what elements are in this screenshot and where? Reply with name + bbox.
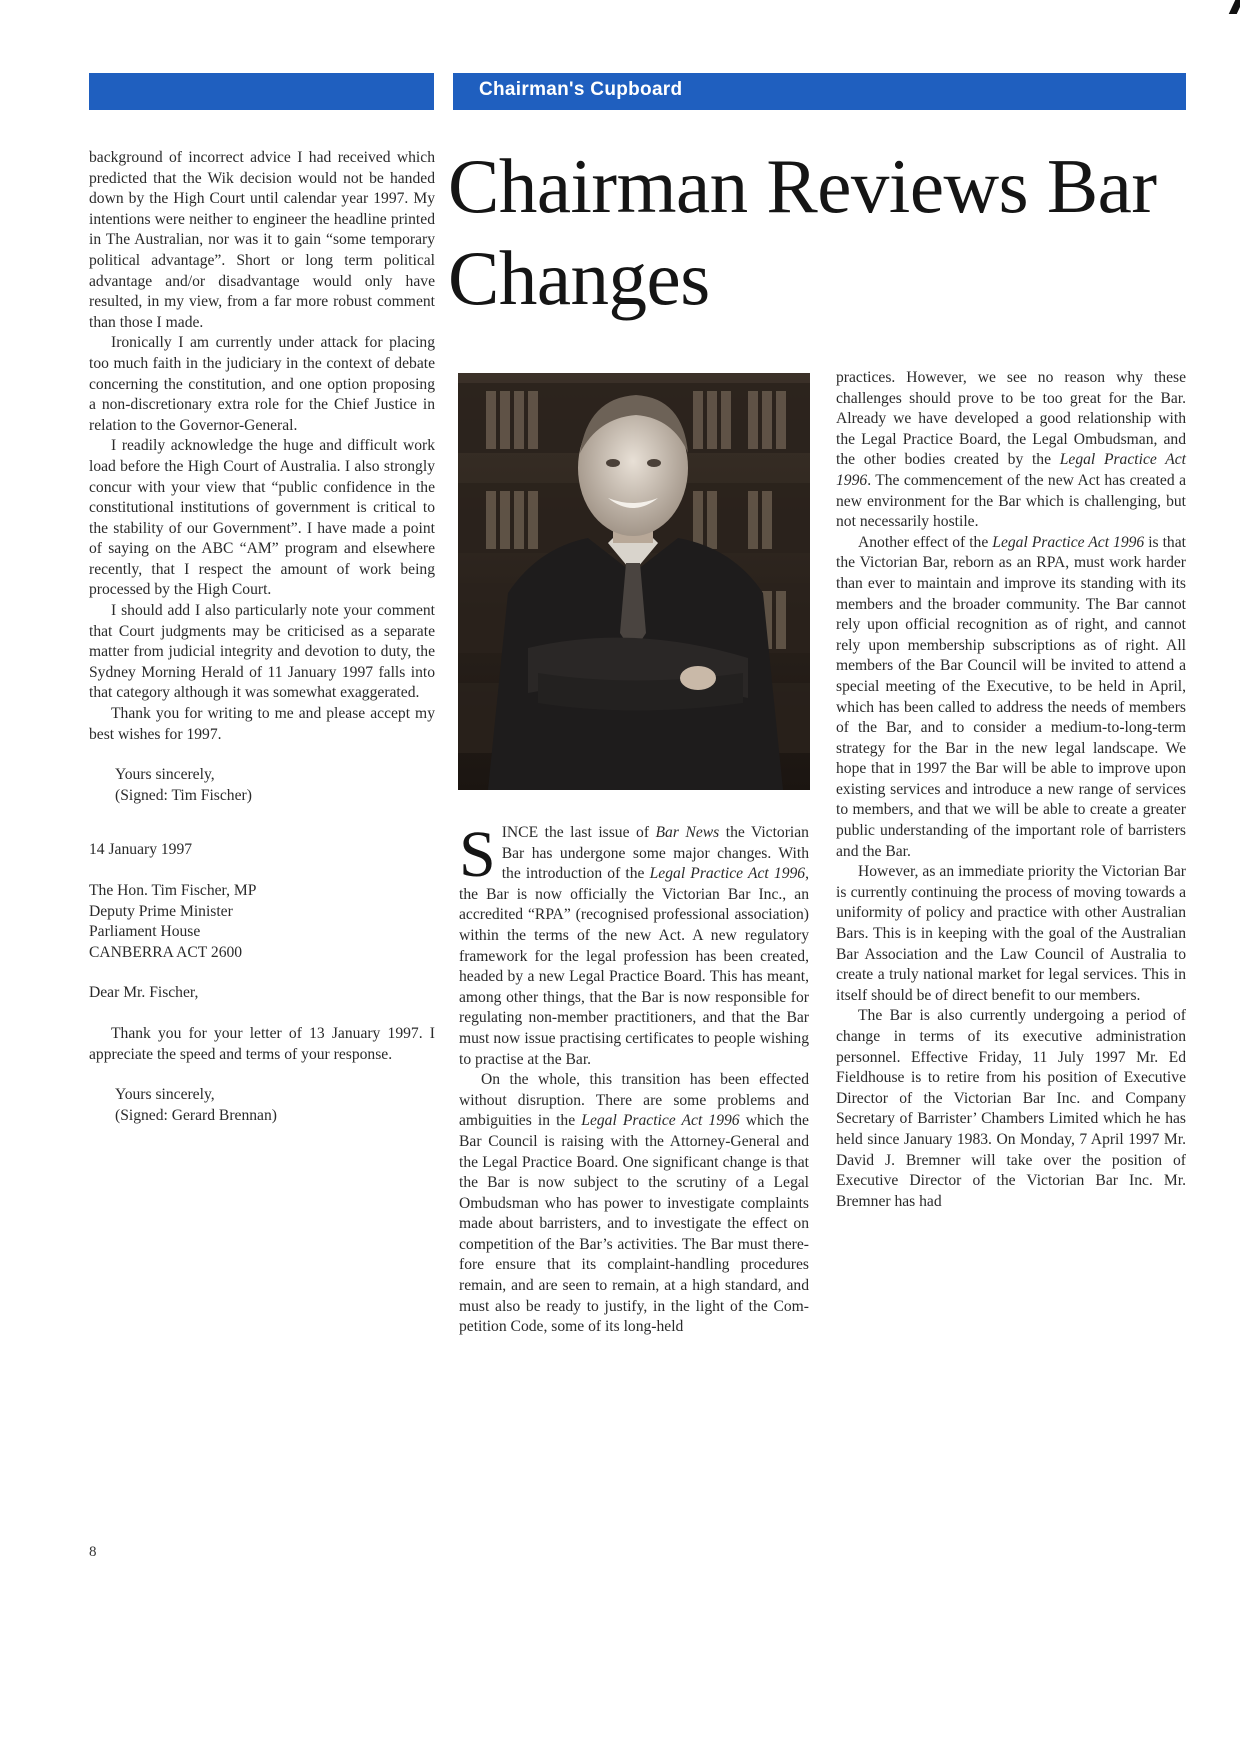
text-run: the Victorian Bar has undergone some major changes. With the introduction of the (501, 824, 809, 883)
act-title: Legal Practice Act 1996 (581, 1112, 740, 1130)
spacer (89, 745, 435, 765)
article-paragraph (459, 818, 809, 1070)
page-number: 8 (89, 1544, 97, 1560)
text-run: Another effect of the (858, 533, 993, 551)
letter-paragraph: Thank you for writing to me and please accept my best wishes for 1997. (89, 705, 435, 743)
spacer (89, 1004, 435, 1024)
address-line: Parliament House (89, 923, 201, 941)
letter-paragraph: I should add I also particularly note your comment that Court judgments may be criticised as a separate matter from judicial integrity and devotion to duty, the Sydney Morning Herald of 11 January 1997 falls into that category although it was somewhat exaggerated. (89, 602, 435, 702)
text-run: , the Bar is now officially the Victorian Bar Inc., an accredited “RPA” (recognised professional association) within the terms of the new Act. A new regulatory framework for the legal profession has been created, headed by a new Legal Practice Board. This has meant, among other things, that the Bar is now responsible for regulating non-member practitioners, and that the Bar must now issue practising certificates to people wishing to practise at the Bar. (459, 865, 809, 1068)
signature-fischer: (Signed: Tim Fischer) (115, 786, 252, 804)
letter-paragraph: background of incorrect advice I had received which predicted that the Wik decision would not be handed down by the High Court until calendar year 1997. My intentions were neither to engineer the headline printed in The Australian, nor was it to gain “some temporary political advantage”. Short or long term political advantage and/or disadvantage would only have resulted, in my view, from a far more robust comment than those I made. (89, 149, 435, 331)
address-line: Deputy Prime Minister (89, 902, 233, 920)
letters-column (89, 148, 435, 1126)
signature-brennan: (Signed: Gerard Brennan) (115, 1106, 277, 1124)
letter-paragraph: I readily acknowledge the huge and difficult work load before the High Court of Australia. I also strongly concur with your view that “public confidence in the constitutional institutions of government is critical to the stability of our Government”. I have made a point of saying on the ABC “AM” program and elsewhere recently, that I respect the amount of work being processed by the High Court. (89, 437, 435, 599)
section-label: Chairman's Cupboard (479, 79, 683, 100)
spacer (89, 861, 435, 881)
text-run: is that the Victorian Bar, reborn as an RPA, must work harder than ever to maintain and improve its standing with its members and the broader community. The Bar cannot rely upon official recognition as of right, and cannot rely upon membership subscriptions as of right. All members of the Bar Council will be invited to attend a special meeting of the Executive, to be held in April, which has been called to address the needs of members of the Bar, and to consider a medium-to-long-term strategy for the Bar in the new legal landscape. We hope that in 1997 the Bar will be able to improve upon existing services and introduce a new range of services to members, and that we will be able to create a greater public understanding of the important role of barristers and the Bar. (836, 533, 1186, 860)
header-bar-section (453, 73, 1186, 110)
signoff-brennan: Yours sincerely, (115, 1086, 215, 1104)
salutation: Dear Mr. Fischer, (89, 984, 199, 1002)
spacer (89, 963, 435, 983)
page-corner-mark (1229, 0, 1240, 14)
article-paragraph (459, 1070, 809, 1338)
act-title: Legal Practice Act 1996 (649, 865, 806, 883)
act-title: Legal Practice Act 1996 (992, 533, 1145, 551)
signoff-fischer: Yours sincerely, (115, 766, 215, 784)
letter-paragraph: Ironically I am currently under attack for placing too much faith in the judiciary in the context of debate concerning the constitution, and one option proposing a non-discretionary extra role for the Chief Justice in relation to the Governor-General. (89, 334, 435, 434)
chairman-portrait-photo (458, 373, 810, 790)
text-run: INCE the last issue of (501, 824, 656, 841)
text-run: . The commencement of the new Act has created a new environment for the Bar which is challenging, but not necessarily hostile. (836, 471, 1186, 531)
publication-title: Bar News (655, 824, 720, 841)
article-column-1 (459, 818, 809, 1338)
article-headline: Chairman Reviews Bar Changes (448, 143, 1157, 321)
act-title: Legal Practice Act 1996 (836, 451, 1186, 489)
text-run: which the Bar Council is raising with the Attorney-General and the Legal Practice Board. One significant change is that the Bar is now subject to the scrutiny of a Legal Ombudsman who has power to investigate complaints made about barristers, and to investigate the effect on competition of the Bar’s activities. The Bar must therefore ensure that its complaint-handling procedures remain, and are seen to remain, at a high standard, and must also be ready to justify, in the light of the Competition Code, some of its long-held (459, 1112, 809, 1336)
drop-cap: S (459, 818, 496, 891)
article-paragraph (836, 533, 1186, 863)
address-line: The Hon. Tim Fischer, MP (89, 882, 257, 899)
header-bar-left (89, 73, 434, 110)
address-line: CANBERRA ACT 2600 (89, 943, 243, 961)
article-column-2 (836, 368, 1186, 1212)
article-paragraph: The Bar is also currently undergoing a period of change in terms of its executive administration personnel. Effective Friday, 11 July 1997 Mr. Ed Fieldhouse is to retire from his position of Executive Director of the Victorian Bar Inc. and Company Secretary of Barrister’ Chambers Limited which he has held since January 1983. On Monday, 7 April 1997 Mr. David J. Bremner will take over the position of Executive Director of the Victorian Bar Inc. Mr. Bremner has had (836, 1007, 1186, 1210)
letter-date: 14 January 1997 (89, 841, 193, 859)
article-paragraph (836, 368, 1186, 533)
portrait-illustration (458, 373, 810, 790)
article-paragraph: However, as an immediate priority the Victorian Bar is currently continuing the process of moving towards a uniformity of policy and practice with other Australian Bars. This is in keeping with the goal of the Australian Bar Association and the Law Council of Australia to create a truly national market for legal services. This in itself should be of direct benefit to our members. (836, 863, 1186, 1004)
spacer (89, 1065, 435, 1085)
spacer (89, 806, 435, 840)
reply-paragraph: Thank you for your letter of 13 January 1997. I appreciate the speed and terms of your response. (89, 1024, 435, 1063)
text-run: On the whole, this transition has been effected without disruption. There are some problems and ambiguities in the (459, 1071, 809, 1130)
text-run: practices. However, we see no reason why these challenges should prove to be too great for the Bar. Already we have developed a good relationship with the Legal Practice Board, the Legal Ombudsman, and the other bodies created by the (836, 369, 1186, 469)
